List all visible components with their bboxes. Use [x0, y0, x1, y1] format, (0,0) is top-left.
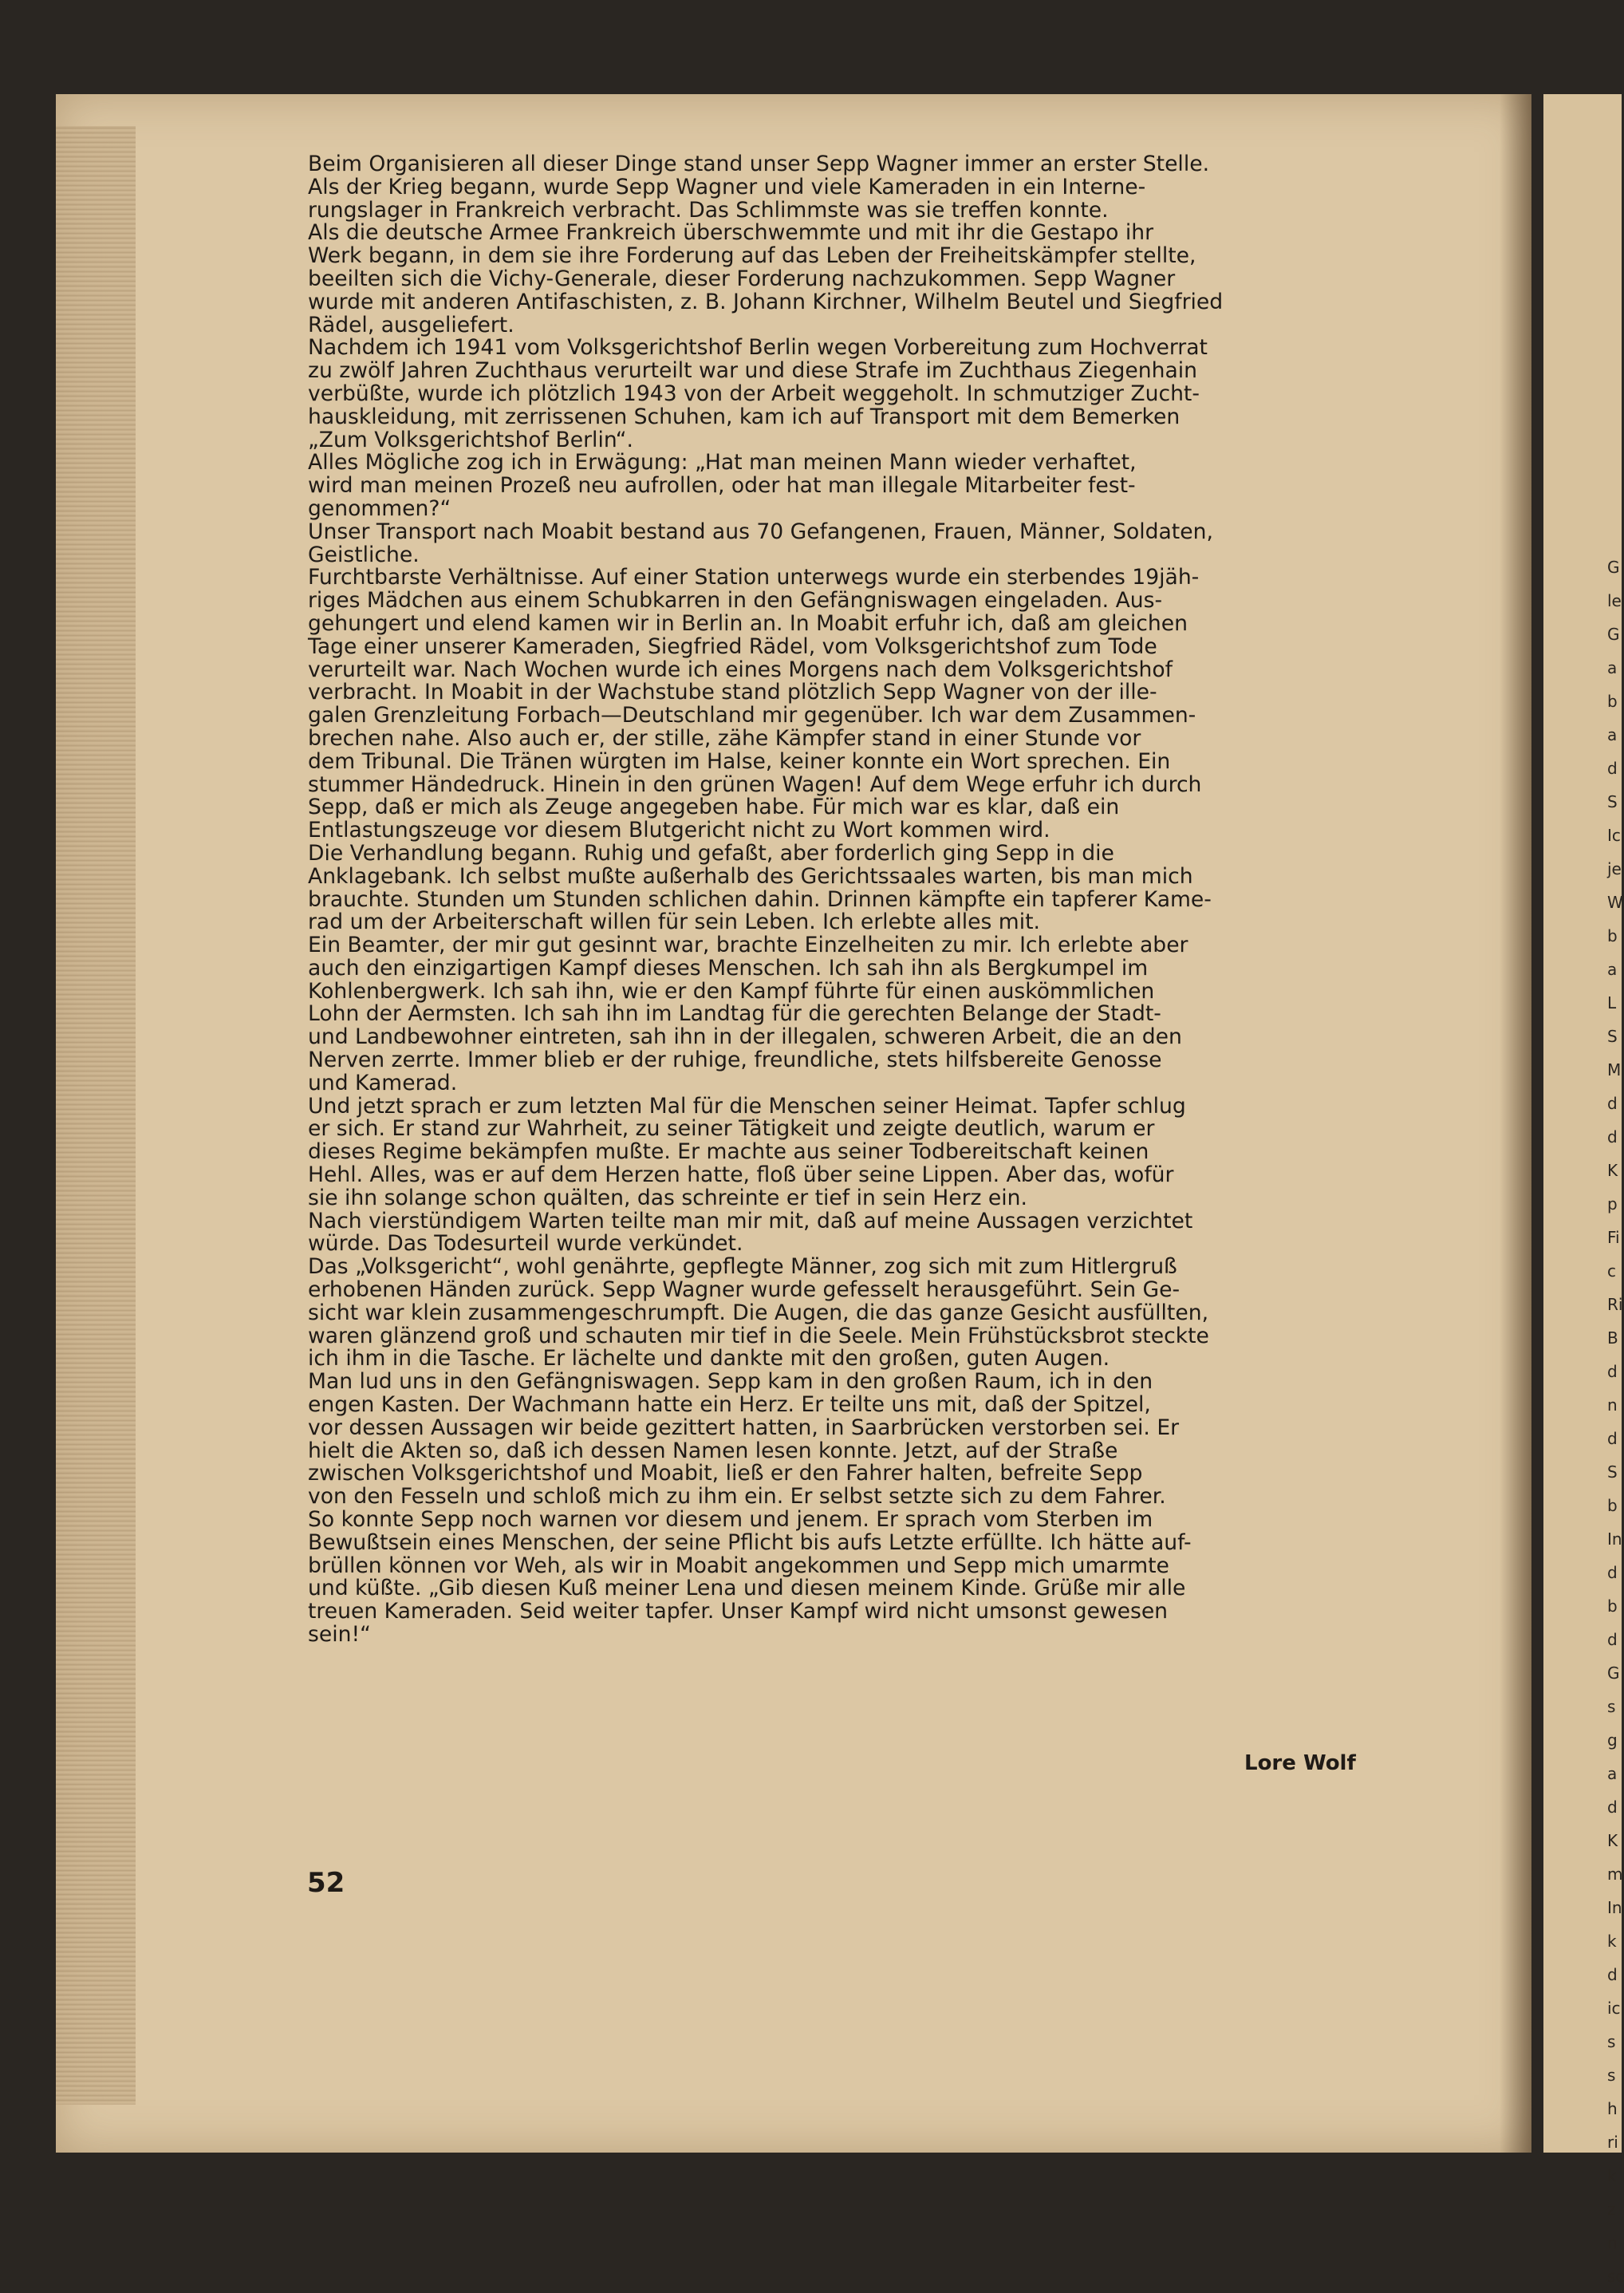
- facing-page-fragment: g: [1607, 1731, 1618, 1750]
- facing-page-fragment: In: [1607, 1898, 1622, 1917]
- facing-page-fragment: d: [1607, 1127, 1618, 1146]
- facing-page-fragment: S: [1607, 1462, 1618, 1482]
- text-line: sie ihn solange schon quälten, das schreinte er tief in sein Herz ein.: [308, 1185, 1027, 1210]
- text-line: Und jetzt sprach er zum letzten Mal für die Menschen seiner Heimat. Tapfer schlug: [308, 1093, 1186, 1119]
- facing-page-fragment: a: [1607, 960, 1618, 979]
- facing-page-fragment: m: [1607, 1865, 1623, 1884]
- text-line: und Landbewohner eintreten, sah ihn in der illegalen, schweren Arbeit, die an den: [308, 1024, 1182, 1050]
- facing-page-fragment: d: [1607, 1798, 1618, 1817]
- text-line: wird man meinen Prozeß neu aufrollen, oder hat man illegale Mitarbeiter fest-: [308, 473, 1136, 499]
- text-line: verbracht. In Moabit in der Wachstube stand plötzlich Sepp Wagner von der ille-: [308, 680, 1157, 705]
- facing-page-fragment: d: [1607, 1094, 1618, 1113]
- text-line: brauchte. Stunden um Stunden schlichen dahin. Drinnen kämpfte ein tapferer Kame-: [308, 886, 1212, 912]
- text-line: waren glänzend groß und schauten mir tief in die Seele. Mein Frühstücksbrot steckte: [308, 1323, 1209, 1348]
- text-line: beeilten sich die Vichy-Generale, dieser Forderung nachzukommen. Sepp Wagner: [308, 266, 1176, 291]
- text-line: Die Verhandlung begann. Ruhig und gefaßt, aber forderlich ging Sepp in die: [308, 840, 1114, 866]
- facing-page-fragment: z: [1607, 2200, 1616, 2219]
- facing-page-fragment: d: [1607, 1563, 1618, 1582]
- text-line: Rädel, ausgeliefert.: [308, 312, 514, 337]
- text-line: So konnte Sepp noch warnen vor diesem und jenem. Er sprach vom Sterben im: [308, 1507, 1153, 1533]
- text-line: hielt die Akten so, daß ich dessen Namen lesen konnte. Jetzt, auf der Straße: [308, 1438, 1118, 1463]
- facing-page-fragment: G: [1607, 625, 1620, 644]
- facing-page-fragment: ic: [1607, 1999, 1621, 2018]
- facing-page-fragment: b: [1607, 1596, 1618, 1616]
- facing-page-fragment: p: [1607, 1194, 1618, 1214]
- text-line: hauskleidung, mit zerrissenen Schuhen, kam ich auf Transport mit dem Bemerken: [308, 404, 1181, 429]
- text-line: „Zum Volksgerichtshof Berlin“.: [308, 427, 633, 452]
- text-line: Das „Volksgericht“, wohl genährte, gepflegte Männer, zog sich mit zum Hitlergruß: [308, 1254, 1177, 1280]
- text-line: sein!“: [308, 1622, 371, 1647]
- facing-page-fragment: sc: [1607, 2267, 1624, 2286]
- facing-page-fragment: M: [1607, 1060, 1622, 1079]
- text-line: engen Kasten. Der Wachmann hatte ein Herz. Er teilte uns mit, daß der Spitzel,: [308, 1392, 1151, 1418]
- facing-page-fragment: L: [1607, 993, 1617, 1012]
- facing-page-fragment: d: [1607, 1429, 1618, 1448]
- facing-page-fragment: ri: [1607, 2133, 1618, 2152]
- facing-page-fragment: G: [1607, 558, 1620, 577]
- facing-page-fragment: k: [1607, 2166, 1617, 2185]
- text-line: Nerven zerrte. Immer blieb er der ruhige, freundliche, stets hilfsbereite Genosse: [308, 1048, 1162, 1073]
- text-line: Entlastungszeuge vor diesem Blutgericht nicht zu Wort kommen wird.: [308, 818, 1050, 843]
- facing-page-fragment: G: [1607, 1664, 1620, 1683]
- text-line: von den Fesseln und schloß mich zu ihm ein. Er selbst setzte sich zu dem Fahrer.: [308, 1484, 1166, 1510]
- text-line: Geistliche.: [308, 542, 420, 567]
- text-line: Als der Krieg begann, wurde Sepp Wagner und viele Kameraden in ein Interne-: [308, 174, 1146, 199]
- facing-page-fragment: K: [1607, 1831, 1618, 1850]
- text-line: auch den einzigartigen Kampf dieses Menschen. Ich sah ihn als Bergkumpel im: [308, 955, 1149, 981]
- text-line: Nachdem ich 1941 vom Volksgerichtshof Berlin wegen Vorbereitung zum Hochverrat: [308, 335, 1208, 361]
- text-line: Kohlenbergwerk. Ich sah ihn, wie er den Kampf führte für einen auskömmlichen: [308, 978, 1155, 1004]
- text-line: stummer Händedruck. Hinein in den grünen Wagen! Auf dem Wege erfuhr ich durch: [308, 772, 1202, 797]
- facing-page-fragment: s: [1607, 2032, 1616, 2051]
- facing-page-fragment: s: [1607, 2066, 1616, 2085]
- facing-page-fragment: d: [1607, 1630, 1618, 1649]
- text-line: Lohn der Aermsten. Ich sah ihn im Landtag für die gerechten Belange der Stadt-: [308, 1001, 1161, 1027]
- facing-page-fragment: Ic: [1607, 826, 1621, 845]
- facing-page-fragment: le: [1607, 591, 1622, 610]
- text-line: Sepp, daß er mich als Zeuge angegeben habe. Für mich war es klar, daß ein: [308, 795, 1120, 820]
- text-line: wurde mit anderen Antifaschisten, z. B. Johann Kirchner, Wilhelm Beutel und Siegfried: [308, 289, 1224, 314]
- text-line: Anklagebank. Ich selbst mußte außerhalb des Gerichtssaales warten, bis man mich: [308, 863, 1193, 889]
- facing-page-fragment: b: [1607, 692, 1618, 711]
- facing-page-fragment: Ri: [1607, 1295, 1623, 1314]
- text-line: galen Grenzleitung Forbach—Deutschland mir gegenüber. Ich war dem Zusammen-: [308, 703, 1196, 728]
- body-text: [308, 153, 1417, 1647]
- text-line: Nach vierstündigem Warten teilte man mir mit, daß auf meine Aussagen verzichtet: [308, 1208, 1193, 1233]
- text-line: sicht war klein zusammengeschrumpft. Die Augen, die das ganze Gesicht ausfüllten,: [308, 1300, 1209, 1325]
- text-line: Ein Beamter, der mir gut gesinnt war, brachte Einzelheiten zu mir. Ich erlebte aber: [308, 933, 1188, 958]
- facing-page-fragment: a: [1607, 725, 1618, 744]
- text-line: er sich. Er stand zur Wahrheit, zu seiner Tätigkeit und zeigte deutlich, warum er: [308, 1116, 1155, 1142]
- facing-page-fragment: a: [1607, 1764, 1618, 1783]
- facing-page-text: [1543, 551, 1622, 2293]
- facing-page-fragment: d: [1607, 1965, 1618, 1984]
- facing-page-fragment: d: [1607, 759, 1618, 778]
- facing-page-fragment: S: [1607, 792, 1618, 811]
- facing-page-fragment: b: [1607, 926, 1618, 945]
- facing-page-fragment: B: [1607, 1328, 1618, 1348]
- text-line: treuen Kameraden. Seid weiter tapfer. Unser Kampf wird nicht umsonst gewesen: [308, 1599, 1169, 1624]
- text-line: Alles Mögliche zog ich in Erwägung: „Hat man meinen Mann wieder verhaftet,: [308, 450, 1137, 476]
- facing-page-fragment: W: [1607, 893, 1623, 912]
- text-line: Werk begann, in dem sie ihre Forderung auf das Leben der Freiheitskämpfer stellte,: [308, 243, 1196, 269]
- page-binding-edge: [56, 126, 136, 2105]
- text-line: rungslager in Frankreich verbracht. Das Schlimmste was sie treffen konnte.: [308, 197, 1109, 223]
- facing-page-fragment: n: [1607, 1395, 1618, 1415]
- text-line: riges Mädchen aus einem Schubkarren in den Gefängniswagen eingeladen. Aus-: [308, 588, 1163, 614]
- facing-page-fragment: c: [1607, 1261, 1616, 1281]
- facing-page-fragment: je: [1607, 859, 1622, 878]
- text-line: ich ihm in die Tasche. Er lächelte und dankte mit den großen, guten Augen.: [308, 1346, 1110, 1371]
- text-line: dieses Regime bekämpfen mußte. Er machte aus seiner Todbereitschaft keinen: [308, 1139, 1149, 1165]
- author-signature: Lore Wolf: [1244, 1751, 1356, 1775]
- text-line: rad um der Arbeiterschaft willen für sein Leben. Ich erlebte alles mit.: [308, 910, 1040, 935]
- text-line: Furchtbarste Verhältnisse. Auf einer Station unterwegs wurde ein sterbendes 19jäh-: [308, 565, 1200, 590]
- text-line: zwischen Volksgerichtshof und Moabit, ließ er den Fahrer halten, befreite Sepp: [308, 1461, 1143, 1486]
- text-line: genommen?“: [308, 495, 451, 521]
- facing-page-fragment: Fi: [1607, 1228, 1620, 1247]
- text-line: verbüßte, wurde ich plötzlich 1943 von der Arbeit weggeholt. In schmutziger Zucht-: [308, 381, 1200, 406]
- facing-page-fragment: b: [1607, 1496, 1618, 1515]
- facing-page-fragment: In: [1607, 1529, 1622, 1549]
- facing-page-fragment: S: [1607, 1027, 1618, 1046]
- facing-page-fragment: h: [1607, 2099, 1618, 2118]
- facing-page-fragment: k: [1607, 1932, 1617, 1951]
- facing-page-fragment: s: [1607, 1697, 1616, 1716]
- text-line: dem Tribunal. Die Tränen würgten im Halse, keiner konnte ein Wort sprechen. Ein: [308, 748, 1171, 774]
- text-line: zu zwölf Jahren Zuchthaus verurteilt war und diese Strafe im Zuchthaus Ziegenhain: [308, 358, 1198, 384]
- text-line: verurteilt war. Nach Wochen wurde ich eines Morgens nach dem Volksgerichtshof: [308, 657, 1173, 682]
- text-line: Beim Organisieren all dieser Dinge stand unser Sepp Wagner immer an erster Stelle.: [308, 152, 1210, 176]
- text-line: gehungert und elend kamen wir in Berlin an. In Moabit erfuhr ich, daß am gleichen: [308, 610, 1188, 636]
- text-line: und Kamerad.: [308, 1070, 458, 1095]
- text-line: Tage einer unserer Kameraden, Siegfried Rädel, vom Volksgerichtshof zum Tode: [308, 633, 1157, 659]
- text-line: Hehl. Alles, was er auf dem Herzen hatte, floß über seine Lippen. Aber das, wofür: [308, 1162, 1174, 1188]
- facing-page-fragment: K: [1607, 1161, 1618, 1180]
- text-line: brüllen können vor Weh, als wir in Moabit angekommen und Sepp mich umarmte: [308, 1553, 1169, 1578]
- facing-page-fragment: n: [1607, 2233, 1618, 2252]
- text-line: und küßte. „Gib diesen Kuß meiner Lena und diesen meinem Kinde. Grüße mir alle: [308, 1576, 1186, 1601]
- text-line: Bewußtsein eines Menschen, der seine Pflicht bis aufs Letzte erfüllte. Ich hätte auf-: [308, 1529, 1192, 1555]
- facing-page-fragment: d: [1607, 1362, 1618, 1381]
- text-line: Als die deutsche Armee Frankreich überschwemmte und mit ihr die Gestapo ihr: [308, 220, 1154, 246]
- page-gutter-shadow: [1500, 94, 1531, 2153]
- text-line: vor dessen Aussagen wir beide gezittert hatten, in Saarbrücken verstorben sei. Er: [308, 1415, 1180, 1440]
- text-line: erhobenen Händen zurück. Sepp Wagner wurde gefesselt herausgeführt. Sein Ge-: [308, 1277, 1181, 1303]
- text-line: Unser Transport nach Moabit bestand aus 70 Gefangenen, Frauen, Männer, Soldaten,: [308, 519, 1213, 544]
- text-line: würde. Das Todesurteil wurde verkündet.: [308, 1231, 743, 1257]
- page-number: 52: [307, 1867, 345, 1899]
- text-line: brechen nahe. Also auch er, der stille, zähe Kämpfer stand in einer Stunde vor: [308, 725, 1141, 751]
- facing-page-fragment: a: [1607, 658, 1618, 677]
- text-line: Man lud uns in den Gefängniswagen. Sepp kam in den großen Raum, ich in den: [308, 1369, 1153, 1395]
